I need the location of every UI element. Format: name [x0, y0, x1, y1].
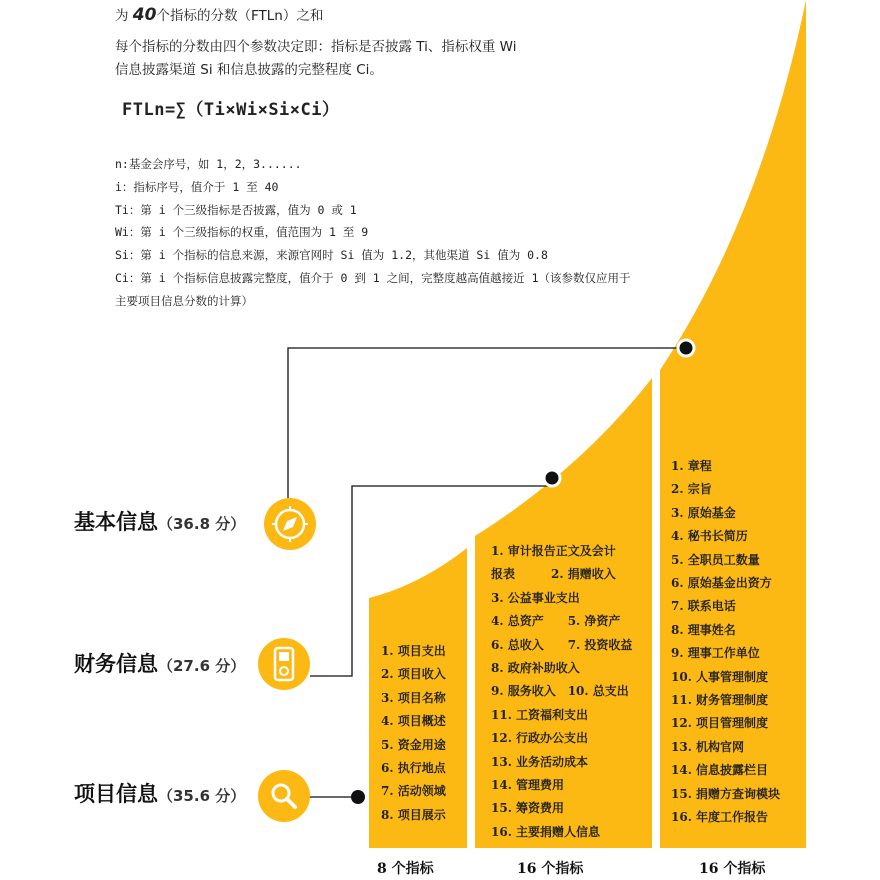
list-item: 15. 捐赠方查询模块 — [671, 786, 781, 801]
list-item: 6. 总收入 7. 投资收益 — [491, 637, 633, 652]
definition-n: n:基金会序号，如 1，2，3...... — [115, 157, 302, 171]
list-item: 8. 项目展示 — [381, 807, 446, 822]
intro-line-1 — [115, 4, 323, 27]
list-item: 7. 联系电话 — [671, 599, 736, 614]
compass-icon — [264, 498, 316, 550]
formula: FTLn=∑（Ti×Wi×Si×Ci） — [122, 100, 340, 120]
indicator-count: 40 — [132, 5, 157, 25]
connector-dot-basic — [678, 340, 694, 356]
basic-indicator-list — [671, 455, 780, 830]
list-item: 16. 年度工作报告 — [671, 810, 769, 825]
project-indicator-list — [381, 640, 446, 827]
list-item: 11. 财务管理制度 — [671, 693, 769, 708]
list-item: 14. 管理费用 — [491, 778, 565, 793]
list-item: 8. 政府补助收入 — [491, 661, 580, 676]
intro-line-2: 每个指标的分数由四个参数决定即：指标是否披露 Ti、指标权重 Wi — [115, 39, 517, 55]
basic-indicator-count: 16 个指标 — [699, 861, 766, 877]
category-project-name: 项目信息 — [74, 782, 158, 806]
definition-ti: Ti：第 i 个三级指标是否披露，值为 0 或 1 — [115, 202, 357, 217]
category-finance — [74, 648, 245, 678]
list-item: 4. 项目概述 — [381, 714, 446, 729]
finance-indicator-list — [491, 540, 632, 844]
connector-dot-project — [351, 790, 365, 804]
list-item: 13. 机构官网 — [671, 739, 745, 754]
category-basic-name: 基本信息 — [74, 510, 158, 534]
definition-ci: Ci：第 i 个指标信息披露完整度，值介于 0 到 1 之间，完整度越高值越接近 1（该参数仅应用于 — [115, 270, 631, 285]
intro-prefix: 为 — [115, 8, 129, 24]
list-item: 1. 项目支出 — [381, 644, 446, 658]
magnifier-icon — [258, 770, 310, 822]
intro-suffix: 个指标的分数（FTLn）之和 — [156, 8, 324, 24]
list-item: 3. 公益事业支出 — [491, 590, 580, 605]
list-item: 6. 原始基金出资方 — [671, 576, 772, 591]
definition-i: i：指标序号，值介于 1 至 40 — [115, 179, 279, 194]
definitions-list — [115, 153, 631, 313]
list-item: 15. 筹资费用 — [491, 801, 565, 816]
list-item: 12. 项目管理制度 — [671, 716, 769, 731]
list-item: 13. 业务活动成本 — [491, 754, 589, 769]
category-basic — [74, 506, 245, 536]
list-item: 报表 2. 捐赠收入 — [491, 567, 616, 582]
list-item: 12. 行政办公支出 — [491, 731, 589, 746]
list-item: 8. 理事姓名 — [671, 622, 736, 637]
project-indicator-count: 8 个指标 — [377, 861, 434, 877]
definition-wi: Wi：第 i 个三级指标的权重，值范围为 1 至 9 — [115, 225, 369, 240]
category-finance-score: （27.6 分） — [158, 657, 246, 675]
list-item: 9. 理事工作单位 — [671, 646, 760, 661]
list-item: 5. 全职员工数量 — [671, 552, 760, 567]
list-item: 16. 主要捐赠人信息 — [491, 824, 601, 839]
list-item: 14. 信息披露栏目 — [671, 763, 769, 778]
connector-dot-finance — [544, 470, 560, 486]
list-item: 6. 执行地点 — [381, 761, 446, 776]
list-item: 7. 活动领域 — [381, 784, 446, 799]
mp3-player-icon — [258, 638, 310, 690]
category-project — [74, 778, 245, 808]
list-item: 1. 审计报告正文及会计 — [491, 544, 616, 558]
finance-indicator-count: 16 个指标 — [517, 861, 584, 877]
definition-si: Si：第 i 个指标的信息来源，来源官网时 Si 值为 1.2，其他渠道 Si 值为 0.8 — [115, 248, 548, 263]
list-item: 11. 工资福利支出 — [491, 707, 589, 722]
intro-line-3: 信息披露渠道 Si 和信息披露的完整程度 Ci。 — [115, 62, 383, 78]
list-item: 4. 秘书长简历 — [671, 529, 748, 544]
definition-ci-cont: 主要项目信息分数的计算） — [115, 293, 253, 308]
category-finance-name: 财务信息 — [74, 652, 158, 676]
list-item: 5. 资金用途 — [381, 737, 446, 752]
list-item: 9. 服务收入 10. 总支出 — [491, 684, 629, 699]
list-item: 4. 总资产 5. 净资产 — [491, 614, 621, 629]
list-item: 2. 宗旨 — [671, 482, 712, 497]
category-project-score: （35.6 分） — [158, 787, 246, 805]
list-item: 3. 项目名称 — [381, 690, 446, 705]
list-item: 1. 章程 — [671, 459, 712, 473]
list-item: 2. 项目收入 — [381, 667, 446, 682]
category-basic-score: （36.8 分） — [158, 515, 246, 533]
list-item: 10. 人事管理制度 — [671, 669, 769, 684]
list-item: 3. 原始基金 — [671, 505, 736, 520]
